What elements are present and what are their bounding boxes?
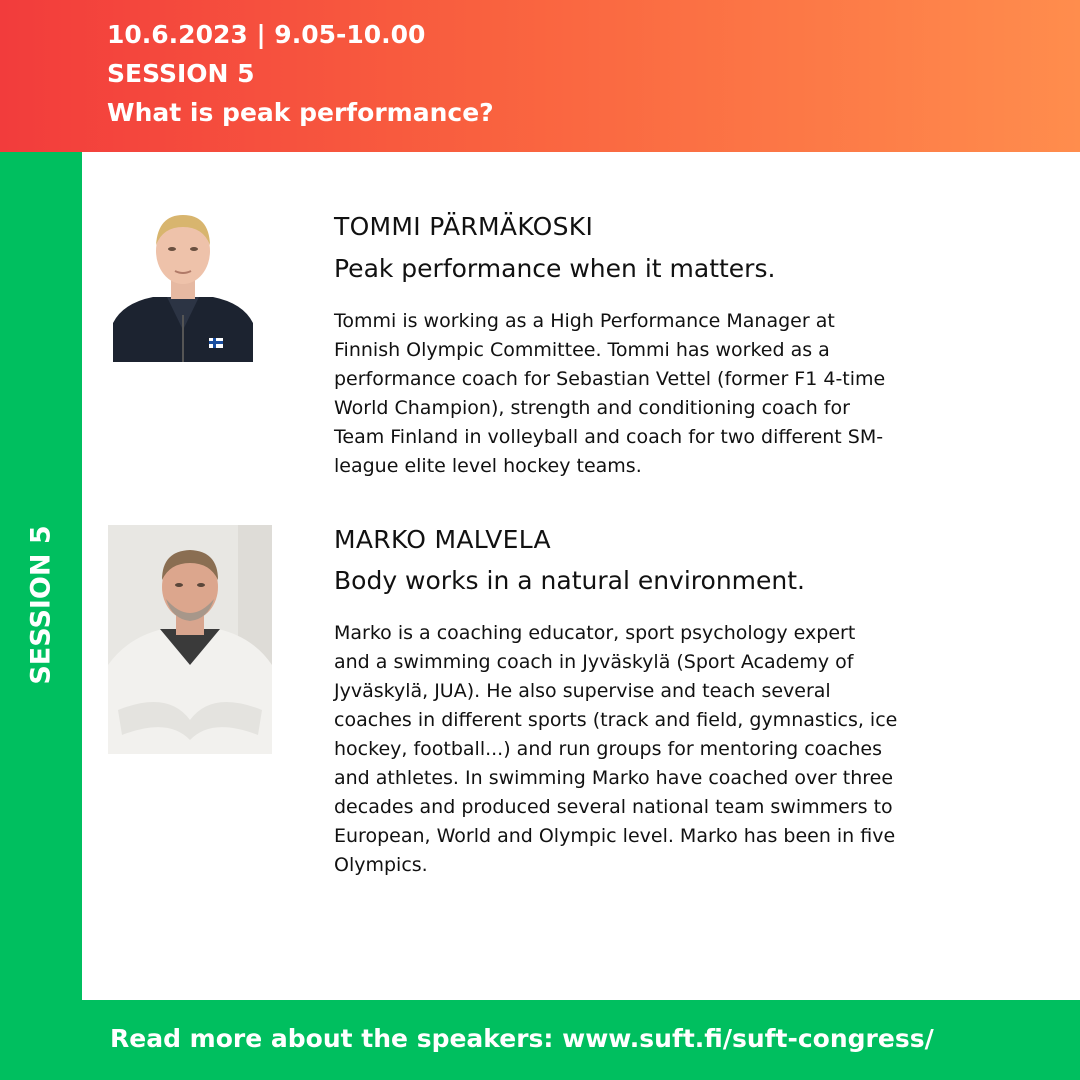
- bio-line: World Champion), strength and conditioning coach for: [334, 397, 850, 419]
- bio-line: Tommi is working as a High Performance Manager at: [334, 310, 835, 332]
- speaker-name: TOMMI PÄRMÄKOSKI: [334, 212, 594, 241]
- speaker-bio: [334, 307, 994, 481]
- bio-line: decades and produced several national team swimmers to: [334, 796, 893, 818]
- session-number: SESSION 5: [107, 59, 255, 88]
- bio-line: European, World and Olympic level. Marko has been in five: [334, 825, 896, 847]
- talk-title: Body works in a natural environment.: [334, 566, 805, 595]
- bio-line: and athletes. In swimming Marko have coached over three: [334, 767, 894, 789]
- bio-line: Marko is a coaching educator, sport psychology expert: [334, 622, 856, 644]
- speaker-photo-marko: [108, 525, 272, 754]
- speaker-name: MARKO MALVELA: [334, 525, 551, 554]
- sidebar-session-label: SESSION 5: [25, 525, 57, 685]
- speaker-bio: [334, 619, 994, 880]
- speaker-photo-tommi: [113, 205, 253, 362]
- footer-link-text[interactable]: Read more about the speakers: www.suft.fi/suft-congress/: [110, 1024, 934, 1053]
- session-date-time: 10.6.2023 | 9.05-10.00: [107, 20, 426, 49]
- session-title: What is peak performance?: [107, 98, 494, 127]
- bio-line: Olympics.: [334, 854, 428, 876]
- bio-line: Finnish Olympic Committee. Tommi has worked as a: [334, 339, 830, 361]
- footer-banner: [0, 1000, 1080, 1080]
- bio-line: and a swimming coach in Jyväskylä (Sport Academy of: [334, 651, 854, 673]
- talk-title: Peak performance when it matters.: [334, 254, 776, 283]
- bio-line: performance coach for Sebastian Vettel (former F1 4-time: [334, 368, 886, 390]
- header-banner: [0, 0, 1080, 152]
- bio-line: Team Finland in volleyball and coach for two different SM-: [334, 426, 884, 448]
- bio-line: league elite level hockey teams.: [334, 455, 642, 477]
- bio-line: coaches in different sports (track and field, gymnastics, ice: [334, 709, 898, 731]
- bio-line: Jyväskylä, JUA). He also supervise and teach several: [334, 680, 831, 702]
- bio-line: hockey, football...) and run groups for mentoring coaches: [334, 738, 883, 760]
